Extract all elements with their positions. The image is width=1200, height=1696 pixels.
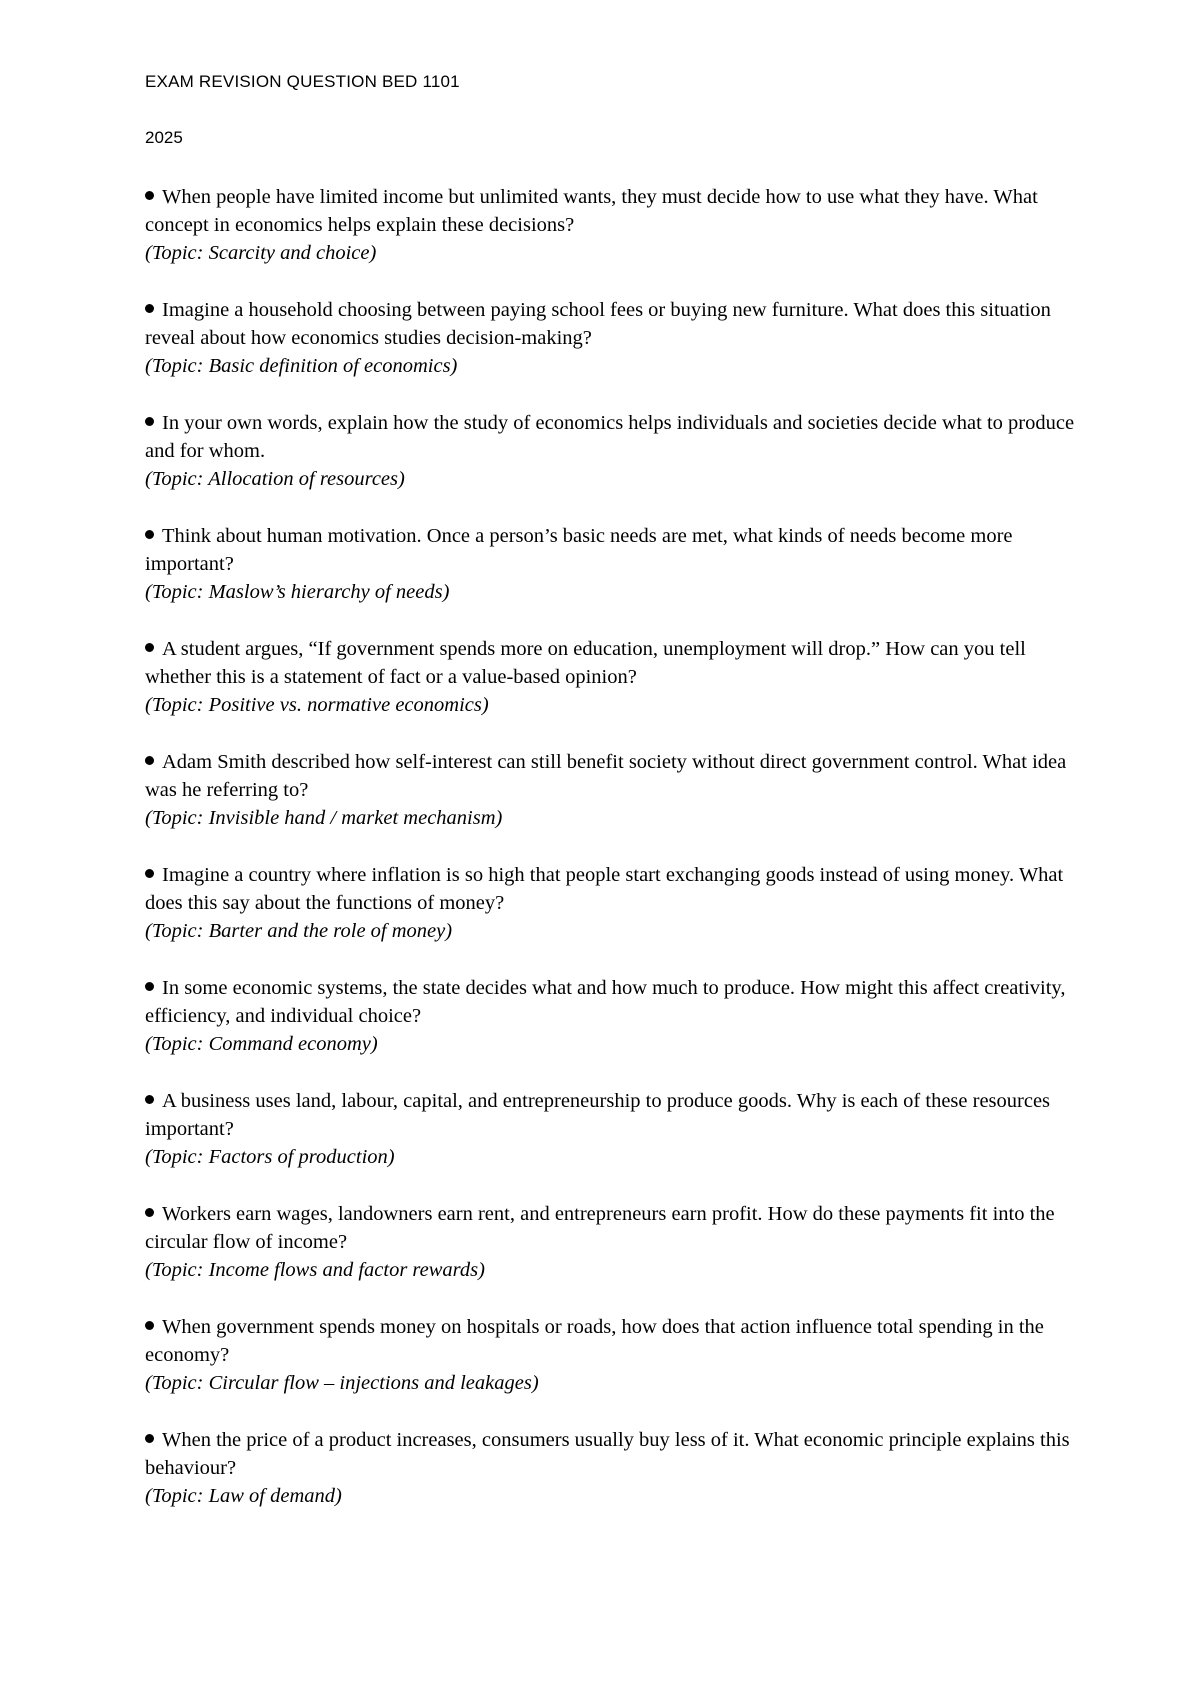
question-text: In some economic systems, the state decides what and how much to produce. How might this affect creativity, efficiency, and individual choice? [145, 977, 1066, 1027]
bullet-icon [145, 304, 154, 313]
question-item [145, 183, 1075, 267]
question-text: Adam Smith described how self-interest can still benefit society without direct government control. What idea was he referring to? [145, 751, 1067, 801]
question-topic: (Topic: Allocation of resources) [145, 468, 405, 490]
question-topic: (Topic: Positive vs. normative economics) [145, 694, 489, 716]
question-item [145, 1200, 1075, 1284]
question-topic: (Topic: Law of demand) [145, 1485, 342, 1507]
question-item [145, 1426, 1075, 1510]
bullet-icon [145, 1095, 154, 1104]
question-text: A business uses land, labour, capital, and entrepreneurship to produce goods. Why is each of these resources important? [145, 1090, 1051, 1140]
question-list [145, 183, 1075, 1539]
question-topic: (Topic: Maslow’s hierarchy of needs) [145, 581, 450, 603]
bullet-icon [145, 417, 154, 426]
question-text: When government spends money on hospitals or roads, how does that action influence total spending in the economy? [145, 1316, 1044, 1366]
question-item [145, 635, 1075, 719]
question-item [145, 748, 1075, 832]
bullet-icon [145, 869, 154, 878]
bullet-icon [145, 643, 154, 652]
question-topic: (Topic: Circular flow – injections and leakages) [145, 1372, 539, 1394]
question-item [145, 296, 1075, 380]
bullet-icon [145, 1321, 154, 1330]
question-topic: (Topic: Command economy) [145, 1033, 378, 1055]
question-item [145, 522, 1075, 606]
question-text: When people have limited income but unlimited wants, they must decide how to use what they have. What concept in economics helps explain these decisions? [145, 186, 1038, 236]
question-item [145, 409, 1075, 493]
question-text: Imagine a country where inflation is so high that people start exchanging goods instead of using money. What does this say about the functions of money? [145, 864, 1064, 914]
question-text: When the price of a product increases, consumers usually buy less of it. What economic principle explains this behaviour? [145, 1429, 1070, 1479]
question-topic: (Topic: Basic definition of economics) [145, 355, 458, 377]
question-text: A student argues, “If government spends more on education, unemployment will drop.” How can you tell whether this is a statement of fact or a value-based opinion? [145, 638, 1026, 688]
bullet-icon [145, 982, 154, 991]
bullet-icon [145, 756, 154, 765]
question-item [145, 861, 1075, 945]
bullet-icon [145, 530, 154, 539]
question-text: Imagine a household choosing between paying school fees or buying new furniture. What does this situation reveal about how economics studies decision-making? [145, 299, 1051, 349]
question-topic: (Topic: Barter and the role of money) [145, 920, 453, 942]
question-text: Think about human motivation. Once a person’s basic needs are met, what kinds of needs become more important? [145, 525, 1013, 575]
document-year: 2025 [145, 128, 183, 147]
question-item [145, 1313, 1075, 1397]
question-item [145, 1087, 1075, 1171]
question-item [145, 974, 1075, 1058]
bullet-icon [145, 191, 154, 200]
question-topic: (Topic: Invisible hand / market mechanism) [145, 807, 503, 829]
question-topic: (Topic: Scarcity and choice) [145, 242, 377, 264]
document-title: EXAM REVISION QUESTION BED 1101 [145, 72, 460, 91]
bullet-icon [145, 1208, 154, 1217]
bullet-icon [145, 1434, 154, 1443]
question-text: Workers earn wages, landowners earn rent, and entrepreneurs earn profit. How do these payments fit into the circular flow of income? [145, 1203, 1055, 1253]
question-text: In your own words, explain how the study of economics helps individuals and societies decide what to produce and for whom. [145, 412, 1075, 462]
question-topic: (Topic: Factors of production) [145, 1146, 395, 1168]
question-topic: (Topic: Income flows and factor rewards) [145, 1259, 485, 1281]
